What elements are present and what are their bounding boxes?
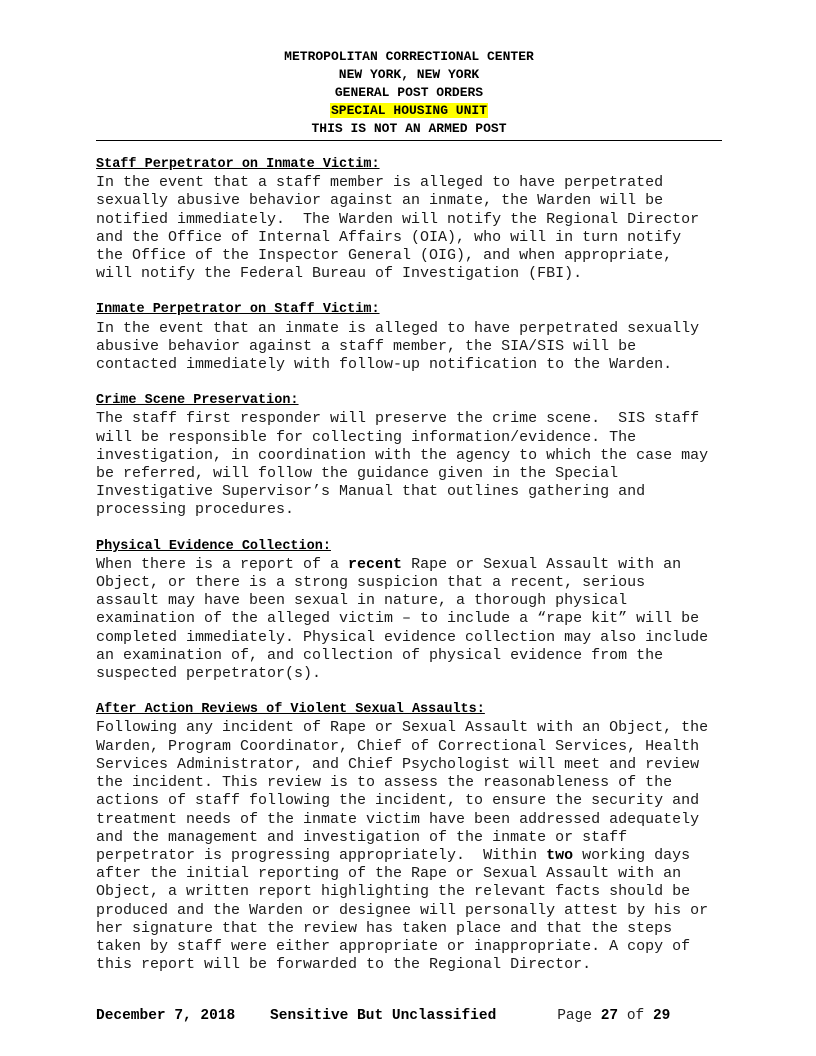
footer-page-number: 27: [600, 1008, 619, 1024]
header-line-3: GENERAL POST ORDERS: [334, 85, 484, 100]
section-heading: Physical Evidence Collection:: [96, 538, 331, 554]
section-paragraph: The staff first responder will preserve the crime scene. SIS staff will be responsible for collecting information/evidence. The investigation, in coordination with the agency to which the case may be referred, will follow the guidance given in the Special Investigative Supervisor’s Manual that outlines gathering and processing procedures.: [96, 410, 709, 519]
footer-of-label: of: [626, 1008, 645, 1024]
emphasis-text: recent: [348, 555, 403, 573]
header-line-2: NEW YORK, NEW YORK: [338, 67, 480, 82]
section-inmate-perpetrator: [96, 301, 756, 374]
section-staff-perpetrator: [96, 156, 756, 283]
paragraph-text: Following any incident of Rape or Sexual Assault with an Object, the Warden, Program Coordinator, Chief of Correctional Services, Health Services Administrator, and Chief Psychologist will meet and review the incident. This review is to assess the reasonableness of the actions of staff following the incident, to ensure the security and treatment needs of the inmate victim have been addressed adequately and the management and investigation of the inmate or staff perpetrator is progressing appropriately. Within: [96, 719, 709, 864]
header-divider: [96, 140, 722, 141]
footer-page-label: Page: [557, 1008, 593, 1024]
section-paragraph: In the event that an inmate is alleged to have perpetrated sexually abusive behavior against a staff member, the SIA/SIS will be contacted immediately with follow-up notification to the Warden.: [96, 319, 700, 374]
section-heading: After Action Reviews of Violent Sexual Assaults:: [96, 702, 485, 718]
document-header: [96, 48, 722, 138]
document-body: [96, 156, 756, 992]
header-line-4: [96, 102, 722, 120]
header-line-5: THIS IS NOT AN ARMED POST: [311, 121, 507, 136]
paragraph-text: When there is a report of a: [96, 555, 349, 573]
section-paragraph: In the event that a staff member is alleged to have perpetrated sexually abusive behavior against an inmate, the Warden will be notified immediately. The Warden will notify the Regional Director and the Office of Internal Affairs (OIA), who will in turn notify the Office of the Inspector General (OIG), and when appropriate, will notify the Federal Bureau of Investigation (FBI).: [96, 174, 700, 283]
section-heading: Inmate Perpetrator on Staff Victim:: [96, 302, 380, 318]
highlighted-unit-name: SPECIAL HOUSING UNIT: [330, 103, 488, 118]
section-after-action-reviews: [96, 701, 756, 974]
section-physical-evidence: [96, 538, 756, 684]
header-line-1: METROPOLITAN CORRECTIONAL CENTER: [284, 49, 534, 64]
section-paragraph: [96, 556, 756, 683]
paragraph-text: Rape or Sexual Assault with an Object, or there is a strong suspicion that a recent, serious assault may have been sexual in nature, a thorough physical examination of the alleged victim – to include a “rape kit” will be completed immediately. Physical evidence collection may also include an examination of, and collection of physical evidence from the suspected perpetrator(s).: [96, 555, 709, 683]
footer-classification: Sensitive But Unclassified: [270, 1008, 497, 1024]
emphasis-text: two: [546, 846, 574, 864]
section-crime-scene: [96, 392, 756, 519]
section-paragraph: [96, 719, 756, 974]
footer-page-total: 29: [652, 1008, 671, 1024]
section-heading: Crime Scene Preservation:: [96, 393, 299, 409]
section-heading: Staff Perpetrator on Inmate Victim:: [96, 157, 380, 172]
footer-date: December 7, 2018: [96, 1008, 236, 1024]
page-footer: [96, 1008, 722, 1024]
paragraph-text: working days after the initial reporting of the Rape or Sexual Assault with an Object, a written report highlighting the relevant facts should be produced and the Warden or designee will personally attest by his or her signature that the review has taken place and that the steps taken by staff were either appropriate or inappropriate. A copy of this report will be forwarded to the Regional Director.: [96, 846, 709, 974]
